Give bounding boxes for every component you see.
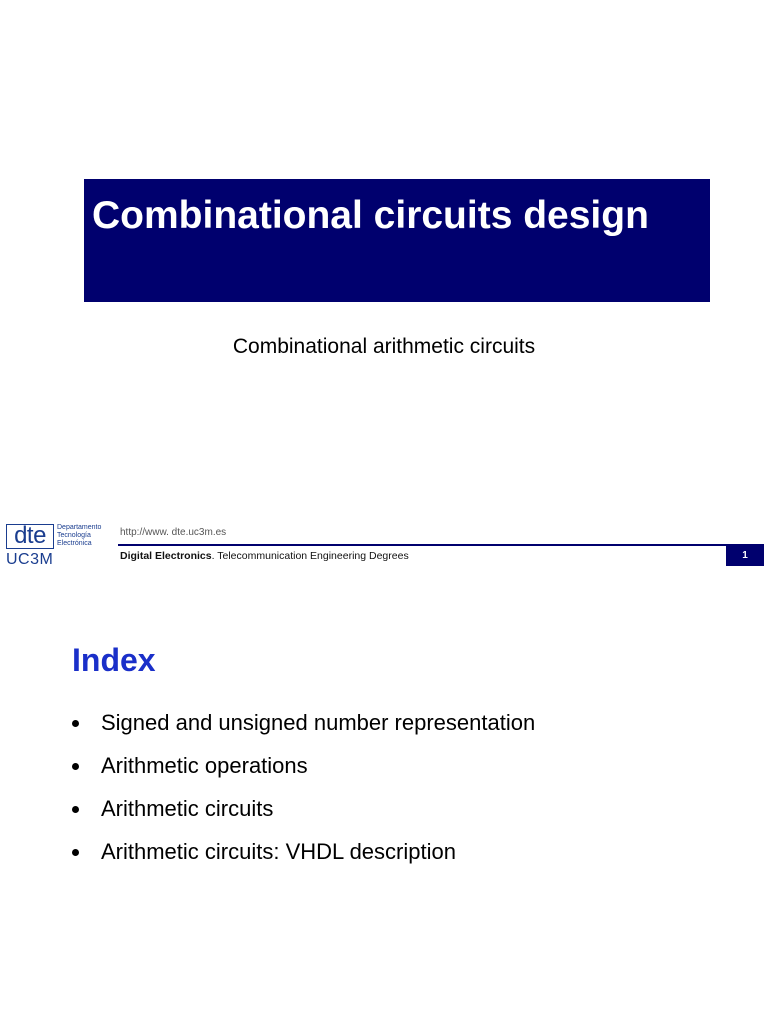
list-item bbox=[72, 750, 535, 793]
list-item-text: Arithmetic circuits bbox=[101, 796, 274, 821]
footer-divider bbox=[118, 544, 764, 546]
title-banner bbox=[84, 179, 710, 302]
logo-dte-mark: dte bbox=[6, 524, 54, 549]
index-heading: Index bbox=[72, 642, 156, 678]
logo-dept-line: Electrónica bbox=[57, 540, 92, 547]
footer-course-name: Digital Electronics bbox=[120, 550, 212, 562]
list-item-text: Signed and unsigned number representation bbox=[101, 710, 536, 735]
slide-title: Combinational circuits design bbox=[92, 194, 649, 237]
dte-logo bbox=[6, 524, 114, 570]
index-list bbox=[72, 707, 535, 879]
list-item-text: Arithmetic circuits: VHDL description bbox=[101, 839, 456, 864]
logo-university: UC3M bbox=[6, 551, 54, 568]
list-item bbox=[72, 793, 535, 836]
footer-course bbox=[120, 550, 409, 563]
logo-dept-line: Tecnología bbox=[57, 532, 91, 539]
footer-course-degree: . Telecommunication Engineering Degrees bbox=[211, 550, 409, 562]
list-item bbox=[72, 836, 535, 879]
slide-subtitle: Combinational arithmetic circuits bbox=[232, 335, 536, 358]
footer-url: http://www. dte.uc3m.es bbox=[120, 527, 227, 538]
logo-dept-line: Departamento bbox=[57, 524, 102, 531]
logo-department bbox=[57, 524, 101, 548]
bullet-icon bbox=[72, 806, 79, 813]
bullet-icon bbox=[72, 849, 79, 856]
bullet-icon bbox=[72, 720, 79, 727]
page-number: 1 bbox=[726, 546, 764, 566]
list-item bbox=[72, 707, 535, 750]
bullet-icon bbox=[72, 763, 79, 770]
list-item-text: Arithmetic operations bbox=[101, 753, 308, 778]
